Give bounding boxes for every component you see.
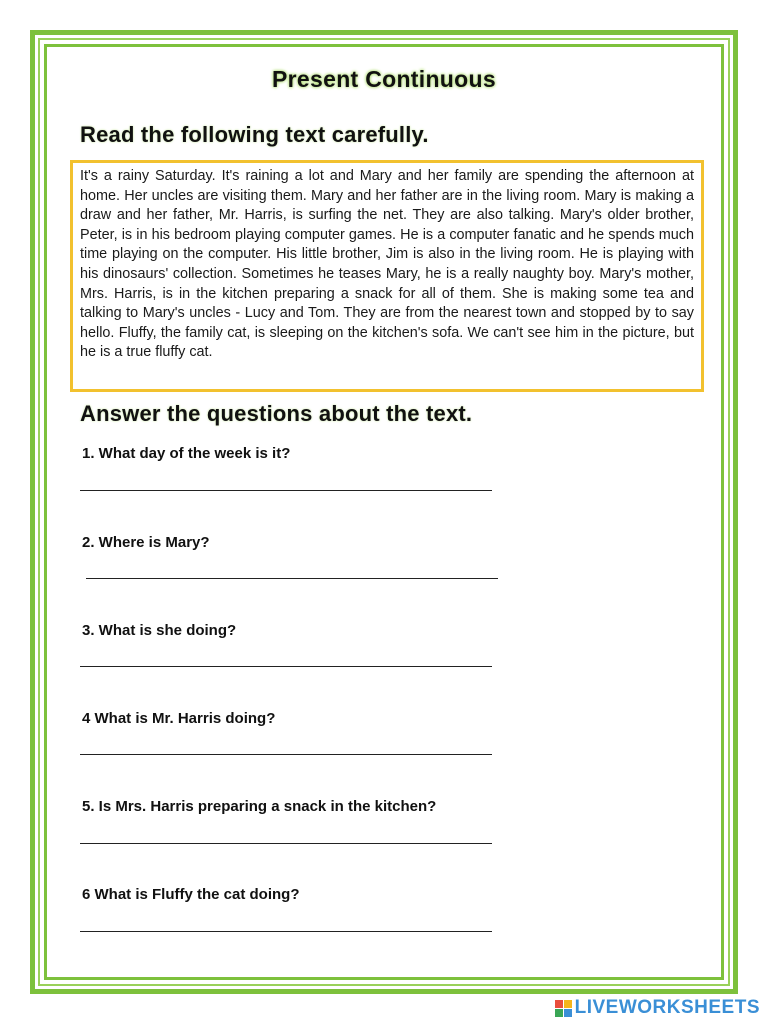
question-5: 5. Is Mrs. Harris preparing a snack in the kitchen? xyxy=(82,798,437,815)
liveworksheets-logo-text: LIVEWORKSHEETS xyxy=(574,997,760,1018)
answer-line-6[interactable] xyxy=(80,931,492,932)
reading-heading: Read the following text carefully. xyxy=(80,122,429,147)
question-1: 1. What day of the week is it? xyxy=(82,445,291,462)
answer-line-2[interactable] xyxy=(86,578,498,579)
reading-passage-box xyxy=(70,160,704,392)
answer-line-3[interactable] xyxy=(80,666,492,667)
liveworksheets-logo-icon xyxy=(555,1000,572,1017)
questions-heading: Answer the questions about the text. xyxy=(80,401,473,426)
answer-line-5[interactable] xyxy=(80,843,492,844)
liveworksheets-logo[interactable] xyxy=(555,996,760,1020)
worksheet-title: Present Continuous xyxy=(272,66,496,92)
answer-line-4[interactable] xyxy=(80,754,492,755)
question-4: 4 What is Mr. Harris doing? xyxy=(82,710,276,727)
question-3: 3. What is she doing? xyxy=(82,622,237,639)
reading-passage-text: It's a rainy Saturday. It's raining a lot and Mary and her family are spending the afternoon at home. Her uncles are visiting them. Mary and her father are in the living room. Mary is making a draw and her father, Mr. Harris, is surfing the net. They are also talking. Mary's older brother, Peter, is in his bedroom playing computer games. He is a computer fanatic and he spends much time playing on the computer. His little brother, Jim is also in the living room. He is playing with his dinosaurs' collection. Sometimes he teases Mary, he is a really naughty boy. Mary's mother, Mrs. Harris, is in the kitchen preparing a snack for all of them. She is making some tea and talking to Mary's uncles - Lucy and Tom. They are from the nearest town and stopped by to say hello. Fluffy, the family cat, is sleeping on the kitchen's sofa. We can't see him in the picture, but he is a true fluffy cat. xyxy=(80,168,694,361)
question-2: 2. Where is Mary? xyxy=(82,534,210,551)
answer-line-1[interactable] xyxy=(80,490,492,491)
question-6: 6 What is Fluffy the cat doing? xyxy=(82,886,300,903)
